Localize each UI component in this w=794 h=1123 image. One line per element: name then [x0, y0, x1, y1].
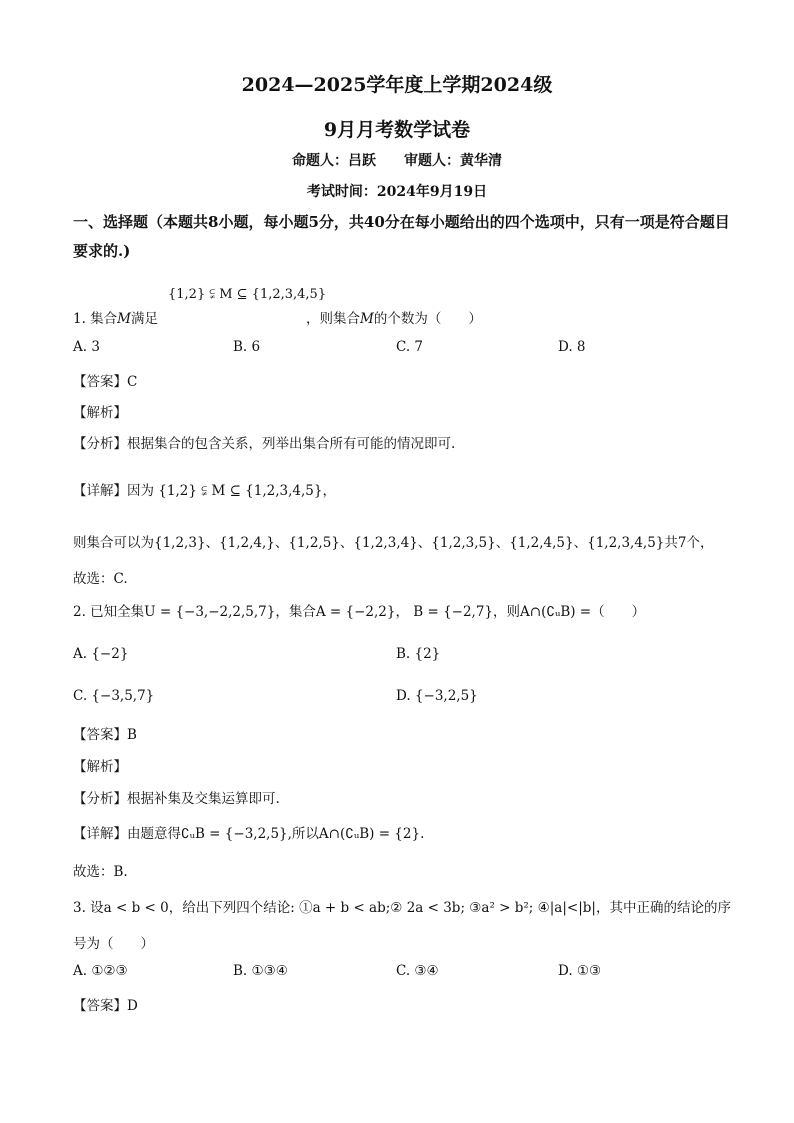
q3-stem-line1: 3. 设a < b < 0，给出下列四个结论: ①a + b < ab;② 2a < 3b; ③a² > b²; ④|a|<|b|，其中正确的结论的序	[73, 900, 731, 916]
q1-stem-a: 1. 集合	[73, 311, 118, 327]
q1-stem-b: 满足	[131, 311, 158, 327]
q2-choose: 故选：B.	[73, 864, 128, 880]
q3-option-a: A. ①②③	[73, 963, 128, 979]
q1-detail: 【详解】因为 {1,2} ⫋ M ⊆ {1,2,3,4,5}，	[73, 483, 336, 499]
q2-detail: 【详解】由题意得∁ᵤB = {−3,2,5},所以A∩(∁ᵤB) = {2}.	[73, 826, 425, 842]
exam-title-line2: 9月月考数学试卷	[323, 119, 471, 141]
q1-choose: 故选：C.	[73, 571, 128, 587]
exam-time: 考试时间：2024年9月19日	[306, 184, 488, 200]
q1-option-d: D. 8	[558, 339, 586, 355]
q2-option-b: B. {2}	[396, 646, 441, 662]
q1-option-c: C. 7	[396, 339, 424, 355]
q3-option-d: D. ①③	[558, 963, 602, 979]
q1-stem-m: M	[117, 311, 131, 327]
q2-option-d: D. {−3,2,5}	[396, 688, 478, 704]
q3-answer: 【答案】D	[73, 998, 138, 1014]
q3-stem-line2: 号为（ ）	[73, 936, 154, 952]
section-heading: 一、选择题（本题共8小题，每小题5分，共40分在每小题给出的四个选项中，只有一项是符合题目要求的.)	[73, 213, 730, 260]
q2-stem: 2. 已知全集U = {−3,−2,2,5,7}，集合A = {−2,2}， B = {−2,7}，则A∩(∁ᵤB) =（ ）	[73, 604, 646, 620]
q1-stem-c: ，则集合	[306, 311, 360, 327]
q2-option-a: A. {−2}	[73, 646, 129, 662]
q2-answer: 【答案】B	[73, 727, 137, 743]
exam-authors: 命题人：吕跃 审题人：黄华清	[292, 153, 502, 169]
q1-list: 则集合可以为{1,2,3}、{1,2,4,}、{1,2,5}、{1,2,3,4}、{1,2,3,5}、{1,2,4,5}、{1,2,3,4,5}共7个，	[73, 535, 714, 551]
q3-option-b: B. ①③④	[233, 963, 288, 979]
q3-option-c: C. ③④	[396, 963, 439, 979]
q1-fenxi: 【分析】根据集合的包含关系，列举出集合所有可能的情况即可.	[73, 436, 456, 452]
q2-fenxi: 【分析】根据补集及交集运算即可.	[73, 791, 280, 807]
q1-condition-formula: {1,2} ⫋ M ⊆ {1,2,3,4,5}	[168, 287, 327, 302]
q1-stem-m2: M	[360, 311, 374, 327]
q1-jiexi: 【解析】	[73, 405, 127, 421]
q1-answer: 【答案】C	[73, 374, 138, 390]
q1-option-a: A. 3	[73, 339, 100, 355]
q1-stem-d: 的个数为（ ）	[373, 311, 482, 327]
q1-stem	[73, 307, 482, 327]
q2-option-c: C. {−3,5,7}	[73, 688, 155, 704]
exam-title-line1: 2024—2025学年度上学期2024级	[241, 74, 553, 96]
q2-jiexi: 【解析】	[73, 759, 127, 775]
q1-option-b: B. 6	[233, 339, 261, 355]
